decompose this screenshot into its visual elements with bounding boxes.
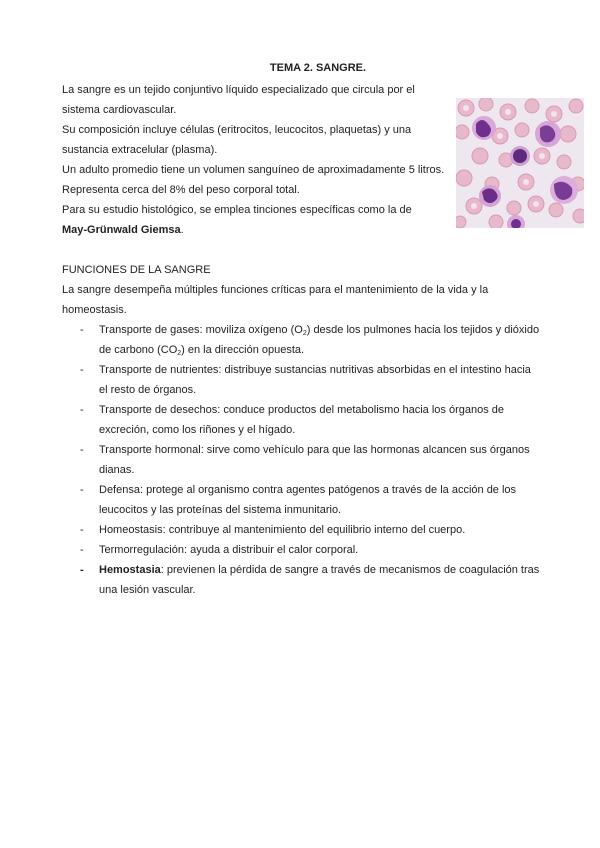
- intro-line: Un adulto promedio tiene un volumen sanguíneo de aproximadamente 5 litros.: [62, 164, 445, 176]
- intro-line: [62, 220, 452, 240]
- list-item: [62, 320, 542, 360]
- item-text: Transporte hormonal: sirve como vehículo para que las hormonas alcancen sus órganos dianas.: [99, 444, 530, 476]
- item-text: Transporte de desechos: conduce productos del metabolismo hacia los órganos de excreción, como los riñones y el hígado.: [99, 404, 505, 436]
- list-dash: -: [80, 404, 84, 416]
- subscript: 2: [302, 330, 307, 337]
- list-item: [62, 400, 542, 440]
- list-item: [62, 440, 542, 480]
- list-item: [62, 540, 542, 560]
- blood-smear-image: [456, 98, 584, 228]
- list-dash: -: [80, 324, 84, 336]
- item-text: Transporte de nutrientes: distribuye sustancias nutritivas absorbidas en el intestino hacia el resto de órganos.: [99, 364, 531, 396]
- intro-line: Para su estudio histológico, se emplea tinciones específicas como la de: [62, 204, 412, 216]
- item-text: Termorregulación: ayuda a distribuir el calor corporal.: [99, 544, 359, 556]
- intro-line: La sangre es un tejido conjuntivo líquido especializado que circula por el: [62, 84, 415, 96]
- item-bold-term: Hemostasia: [99, 564, 161, 576]
- list-dash: -: [80, 364, 84, 376]
- list-dash: -: [80, 444, 84, 456]
- stain-name: May-Grünwald Giemsa: [62, 224, 181, 236]
- blood-smear-micrograph: [456, 98, 584, 228]
- functions-heading: FUNCIONES DE LA SANGRE: [62, 264, 211, 276]
- intro-line: Representa cerca del 8% del peso corporal total.: [62, 184, 300, 196]
- intro-line: sistema cardiovascular.: [62, 104, 177, 116]
- functions-lead: La sangre desempeña múltiples funciones críticas para el mantenimiento de la vida y la homeostasis.: [62, 284, 489, 316]
- functions-list: [62, 320, 542, 600]
- functions-section: [62, 260, 542, 600]
- list-item: [62, 560, 542, 600]
- list-dash: -: [80, 544, 84, 556]
- item-text: Homeostasis: contribuye al mantenimiento del equilibrio interno del cuerpo.: [99, 524, 466, 536]
- list-dash: -: [80, 564, 84, 576]
- stain-end: .: [180, 224, 184, 236]
- list-item: [62, 360, 542, 400]
- item-text: Transporte de gases: moviliza oxígeno (O: [99, 324, 303, 336]
- intro-line: sustancia extracelular (plasma).: [62, 144, 218, 156]
- list-item: [62, 520, 542, 540]
- item-text: ) desde los pulmones hacia los tejidos y dióxido de carbono (CO: [99, 324, 540, 356]
- intro-paragraph: [62, 80, 452, 240]
- list-item: [62, 480, 542, 520]
- document-title: TEMA 2. SANGRE.: [269, 62, 367, 74]
- item-text: ) en la dirección opuesta.: [181, 344, 305, 356]
- list-dash: -: [80, 484, 84, 496]
- subscript: 2: [177, 350, 182, 357]
- list-dash: -: [80, 524, 84, 536]
- item-text: : previenen la pérdida de sangre a través de mecanismos de coagulación tras una lesión vascular.: [99, 564, 540, 596]
- item-text: Defensa: protege al organismo contra agentes patógenos a través de la acción de los leucocitos y las proteínas del sistema inmunitario.: [99, 484, 517, 516]
- intro-line: Su composición incluye células (eritrocitos, leucocitos, plaquetas) y una: [62, 124, 412, 136]
